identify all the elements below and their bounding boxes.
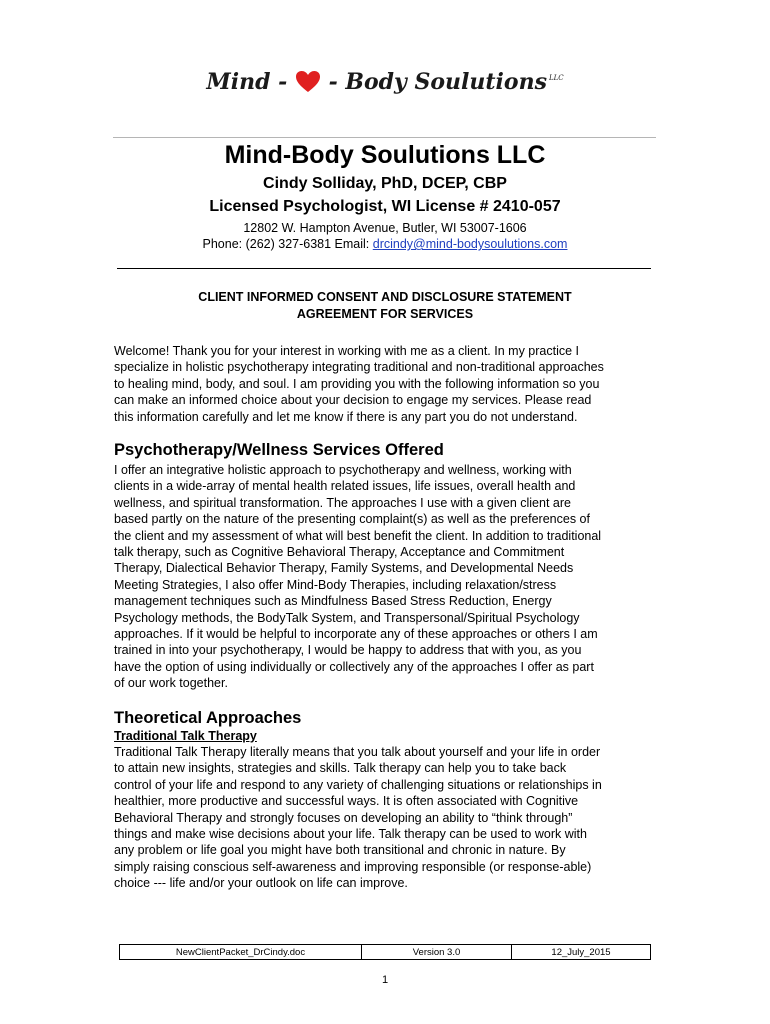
statement-title-line2: AGREEMENT FOR SERVICES: [296, 307, 474, 321]
talk-line: healthier, more productive and successful ways. It is often associated with Cognitive: [114, 794, 579, 809]
welcome-line: to healing mind, body, and soul. I am providing you with the following information so you: [114, 376, 600, 391]
address-line: 12802 W. Hampton Avenue, Butler, WI 53007-1606: [243, 221, 527, 235]
welcome-line: this information carefully and let me know if there is any part you do not understand.: [114, 409, 578, 424]
services-line: trained in into your psychotherapy, I would be happy to address that with you, as you: [114, 643, 582, 658]
services-line: clients in a wide-array of mental health related issues, life issues, overall health and: [114, 479, 576, 494]
talk-line: to attain new insights, strategies and skills. Talk therapy can help you to take back: [114, 761, 567, 776]
company-logo: [0, 68, 770, 108]
contact-line: [0, 237, 770, 251]
page-number: 1: [381, 974, 389, 986]
footer-table: [119, 944, 651, 960]
logo-text-left: Mind -: [206, 69, 288, 95]
footer-filename: NewClientPacket_DrCindy.doc: [120, 945, 362, 959]
services-heading: Psychotherapy/Wellness Services Offered: [114, 441, 444, 459]
services-line: have the option of using individually or collectively any of the approaches I offer as part: [114, 659, 594, 674]
email-link[interactable]: drcindy@mind-bodysoulutions.com: [372, 237, 568, 251]
logo-llc-mark: LLC: [548, 73, 564, 82]
talk-line: control of your life and respond to any variety of challenging situations or relationships in: [114, 777, 602, 792]
talk-line: simply raising conscious self-awareness and improving responsible (or response-able): [114, 859, 592, 874]
welcome-paragraph: [114, 343, 659, 425]
header-divider: [113, 137, 656, 138]
talk-line: things and make wise decisions about your life. Talk therapy can be used to work with: [114, 826, 587, 841]
license-line: Licensed Psychologist, WI License # 2410-057: [209, 198, 561, 215]
services-line: the client and my assessment of what will best benefit the client. In addition to traditional: [114, 528, 602, 543]
services-line: Meeting Strategies, I also offer Mind-Body Therapies, including relaxation/stress: [114, 577, 557, 592]
services-line: of our work together.: [114, 676, 228, 691]
services-line: Psychology methods, the BodyTalk System, and Transpersonal/Spiritual Psychology: [114, 610, 580, 625]
theory-heading: Theoretical Approaches: [114, 709, 302, 727]
talk-line: any problem or life goal you might have both transitional and chronic in nature. By: [114, 843, 566, 858]
talk-line: choice --- life and/or your outlook on life can improve.: [114, 876, 408, 891]
welcome-line: Welcome! Thank you for your interest in working with me as a client. In my practice I: [114, 344, 580, 358]
welcome-line: can make an informed choice about your decision to engage my services. Please read: [114, 393, 592, 408]
talk-line: Behavioral Therapy and strongly focuses on developing an ability to “think through”: [114, 810, 573, 825]
services-line: Therapy, Dialectical Behavior Therapy, Family Systems, and Developmental Needs: [114, 561, 574, 576]
talk-line: Traditional Talk Therapy literally means that you talk about yourself and your life in order: [114, 745, 601, 759]
footer-version: Version 3.0: [362, 945, 512, 959]
talk-therapy-subheading: Traditional Talk Therapy: [114, 729, 257, 743]
logo-text-right: - Body Soulutions: [328, 69, 547, 95]
welcome-line: specialize in holistic psychotherapy integrating traditional and non-traditional approaches: [114, 360, 604, 375]
letterhead-divider: [117, 268, 651, 269]
practitioner-name: Cindy Solliday, PhD, DCEP, CBP: [263, 175, 507, 192]
company-name: Mind-Body Soulutions LLC: [224, 141, 546, 169]
services-line: approaches. If it would be helpful to incorporate any of these approaches or others I am: [114, 626, 598, 641]
services-line: management techniques such as Mindfulness Based Stress Reduction, Energy: [114, 594, 552, 609]
footer-date: 12_July_2015: [551, 946, 611, 958]
services-paragraph: [114, 462, 659, 691]
talk-therapy-paragraph: [114, 744, 659, 892]
services-line: based partly on the nature of the presenting complaint(s) as well as the preferences of: [114, 512, 590, 527]
heart-icon: [295, 70, 321, 94]
statement-title-line1: CLIENT INFORMED CONSENT AND DISCLOSURE STATEMENT: [198, 290, 572, 304]
services-line: I offer an integrative holistic approach to psychotherapy and wellness, working with: [114, 463, 572, 477]
services-line: talk therapy, such as Cognitive Behavioral Therapy, Acceptance and Commitment: [114, 544, 565, 559]
services-line: wellness, and spiritual transformation. The approaches I use with a given client are: [114, 495, 571, 510]
phone-label: Phone: (262) 327-6381 Email:: [202, 237, 373, 251]
